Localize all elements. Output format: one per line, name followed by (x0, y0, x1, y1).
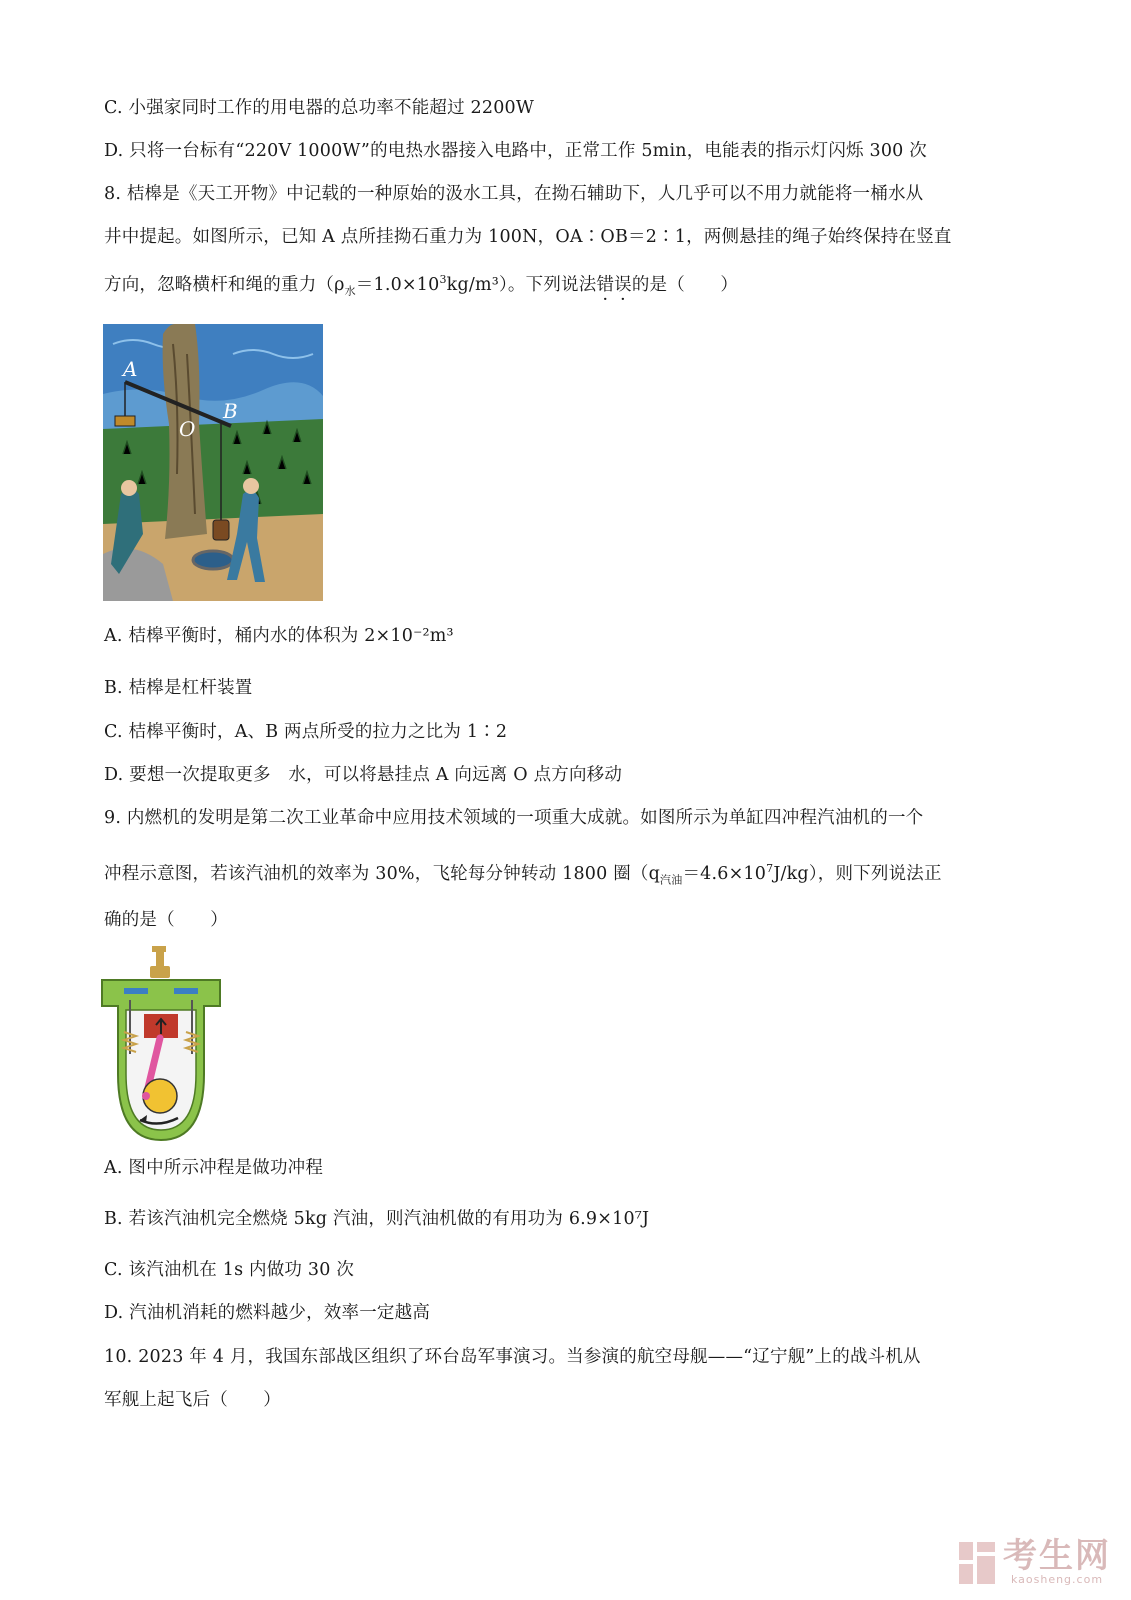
heat-exponent: 7 (766, 862, 774, 875)
q8-stem-line-3 (104, 268, 738, 303)
q8-stem-line-3-pre: 方向，忽略横杆和绳的重力（ρ (104, 274, 345, 295)
q-subscript: 汽油 (660, 873, 683, 887)
q7-option-d: D. 只将一台标有“220V 1000W”的电热水器接入电路中，正常工作 5min，电能表的指示灯闪烁 300 次 (104, 141, 927, 161)
label-a: A (123, 357, 138, 381)
q10-stem-line-2: 军舰上起飞后（ ） (104, 1390, 281, 1410)
q8-option-b: B. 桔槔是杠杆装置 (104, 678, 253, 698)
q8-option-d: D. 要想一次提取更多 水，可以将悬挂点 A 向远离 O 点方向移动 (104, 765, 623, 785)
emphasis-char-1: 错 (596, 274, 615, 295)
label-b: B (223, 399, 238, 423)
label-o: O (179, 417, 196, 441)
q8-stem-line-3-end: 的是（ ） (631, 274, 739, 295)
q7-option-c: C. 小强家同时工作的用电器的总功率不能超过 2200W (104, 98, 535, 118)
q8-density-value: ＝1.0×10 (355, 274, 440, 295)
density-exponent: 3 (439, 273, 447, 286)
watermark-url: kaosheng.com (1010, 1573, 1104, 1586)
q9-heat-value: ＝4.6×10 (682, 863, 767, 884)
q8-stem-line-1: 8. 桔槔是《天工开物》中记载的一种原始的汲水工具，在拗石辅助下，人几乎可以不用力就能将一桶水从 (104, 184, 924, 204)
watermark (957, 1536, 1111, 1586)
emphasis-char-2: 误 (614, 274, 632, 295)
q8-option-a: A. 桔槔平衡时，桶内水的体积为 2×10⁻²m³ (104, 626, 454, 646)
rho-subscript: 水 (344, 284, 356, 298)
q8-density-unit: kg/m³）。下列说法 (446, 274, 597, 295)
q9-stem-line-1: 9. 内燃机的发明是第二次工业革命中应用技术领域的一项重大成就。如图所示为单缸四冲程汽油机的一个 (104, 808, 924, 828)
q9-option-b: B. 若该汽油机完全燃烧 5kg 汽油，则汽油机做的有用功为 6.9×10⁷J (104, 1209, 650, 1229)
q9-stem-line-2-post: J/kg），则下列说法正 (773, 863, 942, 884)
q9-stem-line-3: 确的是（ ） (104, 910, 228, 930)
watermark-title: 考生网 (1003, 1536, 1111, 1576)
well-sweep-illustration (103, 324, 323, 601)
watermark-logo-icon (957, 1540, 997, 1586)
q10-stem-line-1: 10. 2023 年 4 月，我国东部战区组织了环台岛军事演习。当参演的航空母舰——“辽宁舰”上的战斗机从 (104, 1347, 921, 1367)
q9-stem-line-2 (104, 857, 942, 892)
q9-stem-line-2-pre: 冲程示意图，若该汽油机的效率为 30%，飞轮每分钟转动 1800 圈（q (104, 863, 661, 884)
q8-stem-line-2: 井中提起。如图所示，已知 A 点所挂拗石重力为 100N，OA∶OB＝2∶1，两侧悬挂的绳子始终保持在竖直 (104, 227, 952, 247)
q9-option-d: D. 汽油机消耗的燃料越少，效率一定越高 (104, 1303, 431, 1323)
q9-option-c: C. 该汽油机在 1s 内做功 30 次 (104, 1260, 355, 1280)
engine-stroke-diagram (100, 944, 222, 1144)
q8-option-c: C. 桔槔平衡时，A、B 两点所受的拉力之比为 1∶2 (104, 722, 508, 742)
q9-option-a: A. 图中所示冲程是做功冲程 (104, 1158, 324, 1178)
